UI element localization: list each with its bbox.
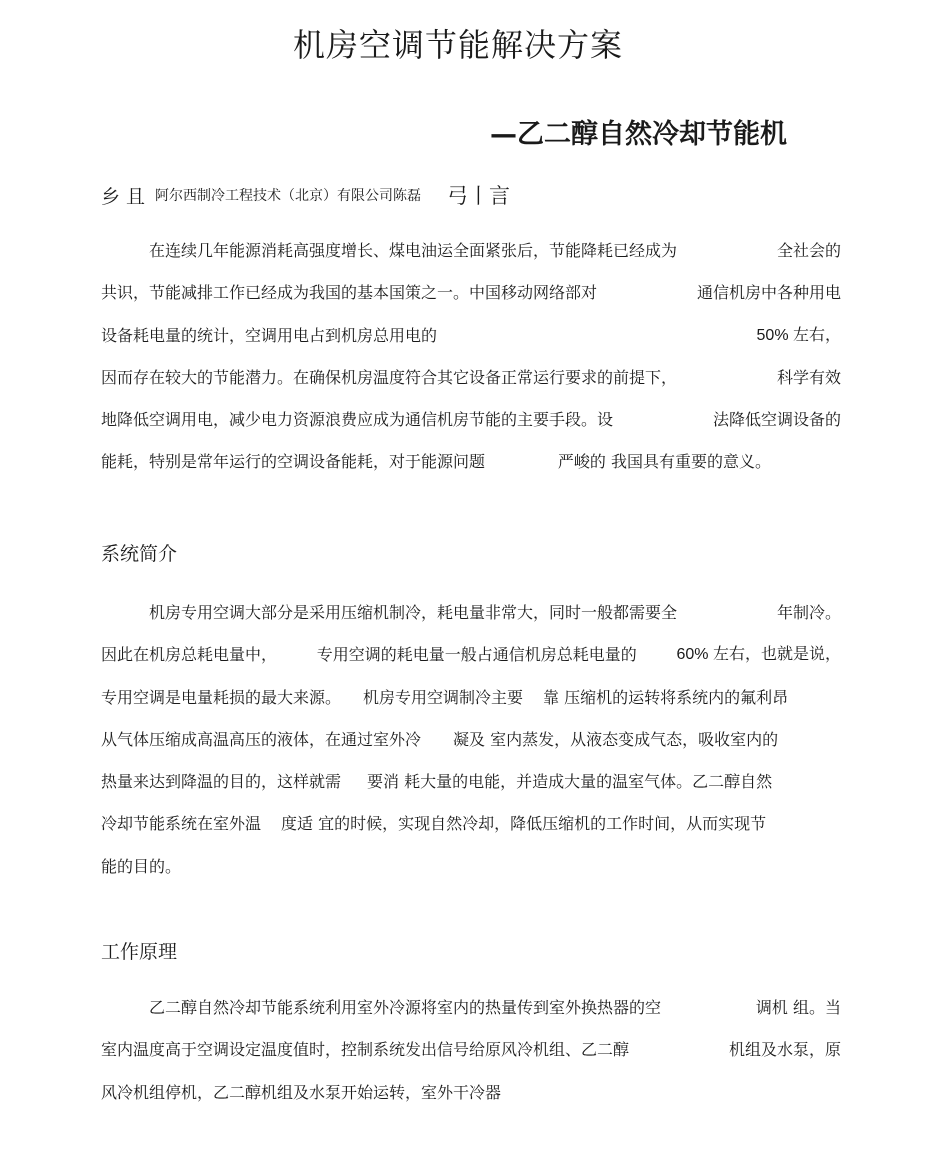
- text-segment: 机组及水泵，原: [728, 1040, 841, 1060]
- text-segment: 机房专用空调大部分是采用压缩机制冷，耗电量非常大，同时一般都需要全: [149, 603, 678, 622]
- text-segment: 靠 压缩机的运转将系统内的氟利昂: [543, 687, 789, 707]
- paragraph-line: [101, 993, 841, 1035]
- intro-paragraph: [101, 236, 841, 490]
- author-line: [101, 180, 510, 210]
- text-segment: 专用空调是电量耗损的最大来源。: [101, 687, 342, 707]
- text-segment: 年制冷。: [776, 603, 841, 622]
- paragraph-line: [101, 1035, 841, 1077]
- text-segment: 度适 宜的时候，实现自然冷却，降低压缩机的工作时间，从而实现节: [281, 814, 767, 834]
- document-title: 机房空调节能解决方案: [292, 26, 623, 64]
- paragraph-line: [101, 809, 841, 851]
- text-segment: 全社会的: [776, 241, 841, 260]
- text-segment: 凝及 室内蒸发，从液态变成气态，吸收室内的: [453, 729, 779, 749]
- author-affiliation: 阿尔西制冷工程技术（北京）有限公司陈磊: [155, 188, 422, 204]
- paragraph-line: [101, 852, 841, 894]
- text-segment: 机房专用空调制冷主要: [363, 687, 524, 707]
- text-segment: 法降低空调设备的: [712, 410, 841, 430]
- author-suffix-glyph: 弓丨言: [447, 184, 511, 208]
- paragraph-line: [101, 405, 841, 447]
- paragraph-line: [101, 1078, 841, 1120]
- text-segment: 地降低空调用电，减少电力资源浪费应成为通信机房节能的主要手段。设: [101, 410, 614, 430]
- paragraph-line: [101, 278, 841, 320]
- text-segment: 在连续几年能源消耗高强度增长、煤电油运全面紧张后，节能降耗已经成为: [149, 241, 678, 260]
- text-segment: 设备耗电量的统计，空调用电占到机房总用电的: [101, 325, 438, 345]
- text-segment: 严峻的 我国具有重要的意义。: [557, 452, 771, 472]
- paragraph-line: [101, 236, 841, 278]
- text-segment: 因此在机房总耗电量中，: [101, 645, 278, 665]
- paragraph-line: [101, 598, 841, 640]
- text-segment: 调机 组。当: [755, 998, 841, 1017]
- working-principle-paragraph: [101, 993, 841, 1120]
- paragraph-line: [101, 725, 841, 767]
- text-segment: 从气体压缩成高温高压的液体，在通过室外冷: [101, 729, 422, 749]
- author-prefix-glyph: 且: [126, 185, 146, 208]
- text-segment: 能的目的。: [101, 856, 182, 876]
- text-segment: 通信机房中各种用电: [696, 283, 841, 303]
- paragraph-line: [101, 321, 841, 363]
- paragraph-line: [101, 363, 841, 405]
- section-heading-working-principle: 工作原理: [101, 941, 178, 963]
- paragraph-line: [101, 640, 841, 682]
- section-heading-system-intro: 系统简介: [101, 543, 178, 565]
- author-prefix-glyph: 乡: [101, 185, 121, 208]
- system-intro-paragraph: [101, 598, 841, 894]
- text-segment: 50% 左右，: [756, 326, 841, 344]
- text-segment: 共识，节能减排工作已经成为我国的基本国策之一。中国移动网络部对: [101, 283, 598, 303]
- text-segment: 热量来达到降温的目的，这样就需: [101, 772, 342, 792]
- text-segment: 室内温度高于空调设定温度值时，控制系统发出信号给原风冷机组、乙二醇: [101, 1040, 630, 1060]
- text-segment: 因而存在较大的节能潜力。在确保机房温度符合其它设备正常运行要求的前提下，: [101, 367, 678, 387]
- text-segment: 风冷机组停机，乙二醇机组及水泵开始运转，室外干冷器: [101, 1082, 502, 1102]
- document-subtitle: —乙二醇自然冷却节能机: [490, 119, 787, 150]
- paragraph-line: [101, 767, 841, 809]
- text-segment: 乙二醇自然冷却节能系统利用室外冷源将室内的热量传到室外换热器的空: [149, 998, 662, 1017]
- paragraph-line: [101, 447, 841, 489]
- text-segment: 冷却节能系统在室外温: [101, 814, 262, 834]
- paragraph-line: [101, 683, 841, 725]
- text-segment: 60% 左右，也就是说，: [676, 646, 841, 664]
- text-segment: 专用空调的耗电量一般占通信机房总耗电量的: [316, 645, 637, 665]
- text-segment: 要消 耗大量的电能，并造成大量的温室气体。乙二醇自然: [367, 772, 773, 792]
- text-segment: 科学有效: [776, 367, 841, 387]
- text-segment: 能耗，特别是常年运行的空调设备能耗，对于能源问题: [101, 452, 486, 472]
